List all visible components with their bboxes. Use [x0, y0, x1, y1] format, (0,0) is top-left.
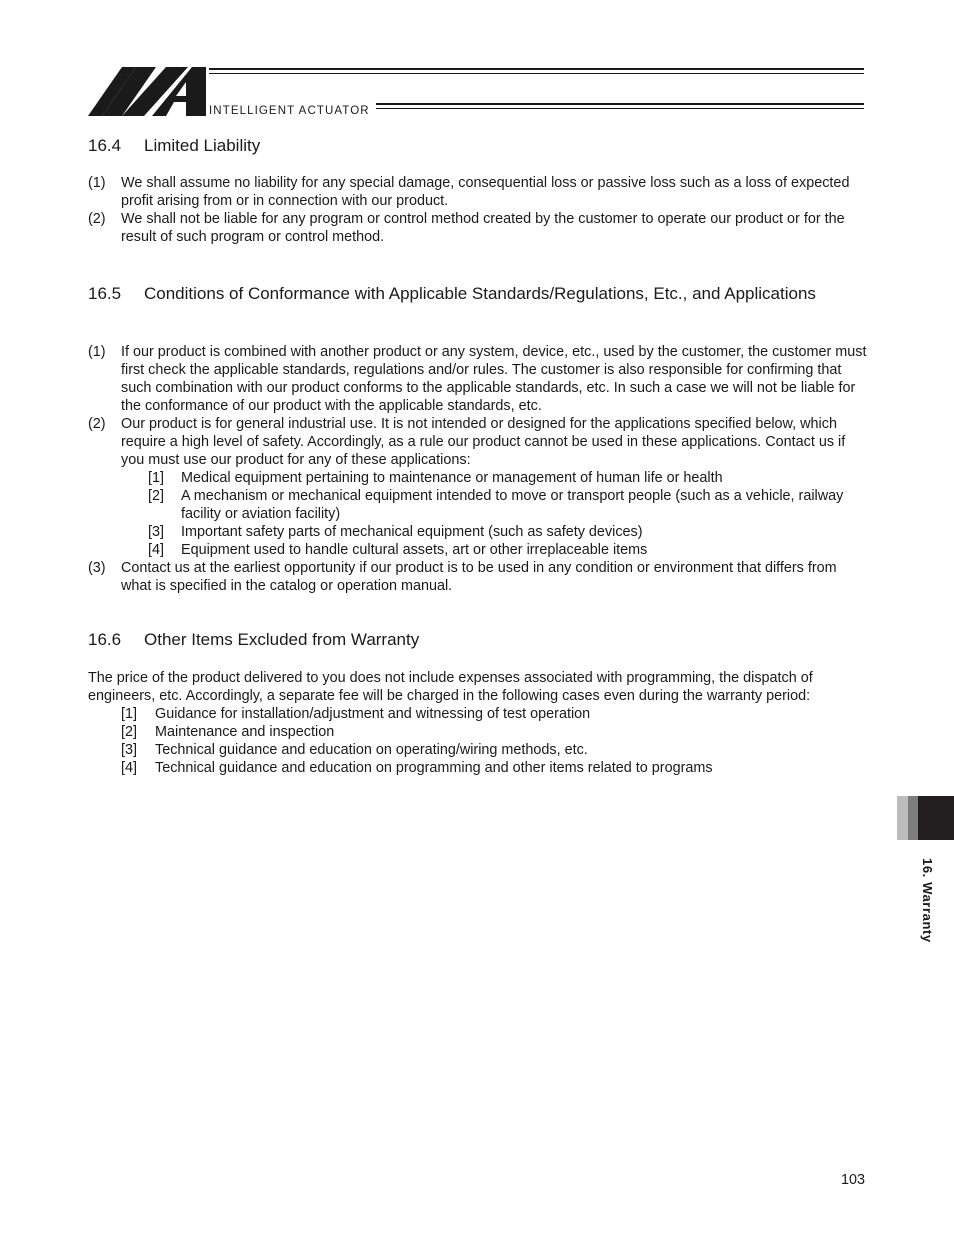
item-marker: (2) — [88, 416, 106, 432]
side-tab-stripe-light — [897, 796, 908, 840]
sub-item-marker: [1] — [121, 706, 137, 722]
section-number: 16.6 — [88, 630, 122, 649]
sub-item-text: Equipment used to handle cultural assets, art or other irreplaceable items — [181, 542, 648, 558]
sub-list-item — [88, 741, 863, 759]
item-text: We shall not be liable for any program or control method created by the customer to operate our product or for the result of such program or control method. — [121, 211, 845, 245]
item-marker: (1) — [88, 344, 106, 360]
sub-list-item — [88, 523, 868, 541]
item-marker: (1) — [88, 175, 106, 191]
sub-list-item — [88, 487, 868, 523]
item-text: If our product is combined with another product or any system, device, etc., used by the customer, the customer must first check the applicable standards, regulations and/or rules. The customer is also responsible for confirming that such combination with our product conforms to the applicable standards, etc. In such a case we will not be liable for the conformance of our product with the applicable standards, etc. — [121, 344, 867, 414]
sub-item-text: Important safety parts of mechanical equipment (such as safety devices) — [181, 524, 643, 540]
sub-item-text: A mechanism or mechanical equipment intended to move or transport people (such as a vehicle, railway facility or aviation facility) — [181, 488, 844, 522]
sub-list-item — [88, 723, 863, 741]
section-title: Limited Liability — [144, 136, 261, 155]
sub-item-text: Technical guidance and education on programming and other items related to programs — [155, 760, 713, 776]
sub-item-marker: [4] — [148, 542, 164, 558]
sub-list-item — [88, 705, 863, 723]
item-text: Contact us at the earliest opportunity if our product is to be used in any condition or environment that differs from what is specified in the catalog or operation manual. — [121, 560, 837, 594]
list-item — [88, 415, 868, 469]
sub-item-marker: [2] — [148, 488, 164, 504]
sub-item-marker: [4] — [121, 760, 137, 776]
item-text: We shall assume no liability for any special damage, consequential loss or passive loss such as a loss of expected profit arising from or in connection with our product. — [121, 175, 850, 209]
section-heading-16-6 — [88, 629, 868, 650]
excluded-items-paragraph: The price of the product delivered to you does not include expenses associated with programming, the dispatch of engineers, etc. Accordingly, a separate fee will be charged in the following cases even during the warranty period: — [88, 670, 813, 704]
side-tab-stripe-mid — [908, 796, 918, 840]
header-rule-bottom-2 — [376, 108, 864, 109]
list-item — [88, 559, 868, 595]
iai-logo-icon — [88, 66, 208, 118]
list-item — [88, 174, 868, 210]
item-marker: (3) — [88, 560, 106, 576]
section-title: Conditions of Conformance with Applicable Standards/Regulations, Etc., and Applications — [144, 284, 816, 303]
list-item — [88, 343, 868, 415]
sub-item-text: Medical equipment pertaining to maintenance or management of human life or health — [181, 470, 723, 486]
page-number: 103 — [840, 1172, 865, 1188]
sub-list-item — [88, 469, 868, 487]
liability-list — [88, 174, 868, 246]
sub-item-marker: [3] — [148, 524, 164, 540]
sub-item-text: Maintenance and inspection — [155, 724, 335, 740]
sub-item-text: Guidance for installation/adjustment and witnessing of test operation — [155, 706, 591, 722]
sub-list-item — [88, 759, 863, 777]
section-number: 16.4 — [88, 136, 122, 155]
sub-item-marker: [3] — [121, 742, 137, 758]
sub-item-marker: [1] — [148, 470, 164, 486]
sub-list-item — [88, 541, 868, 559]
header-rule-top-2 — [209, 73, 864, 74]
item-text: Our product is for general industrial use. It is not intended or designed for the applications specified below, which require a high level of safety. Accordingly, as a rule our product cannot be used in these applications. Contact us if you must use our product for any of these applications: — [121, 416, 846, 468]
brand-name: INTELLIGENT ACTUATOR — [209, 105, 370, 117]
side-tab-block — [918, 796, 954, 840]
side-tab-label: 16. Warranty — [920, 858, 935, 943]
header-rule-bottom-1 — [376, 103, 864, 105]
conformance-list — [88, 343, 868, 595]
item-marker: (2) — [88, 211, 106, 227]
list-item — [88, 210, 868, 246]
excluded-items-block — [88, 669, 863, 777]
section-heading-16-5 — [88, 283, 868, 304]
section-heading-16-4 — [88, 135, 868, 156]
sub-item-text: Technical guidance and education on operating/wiring methods, etc. — [155, 742, 588, 758]
sub-item-marker: [2] — [121, 724, 137, 740]
section-title: Other Items Excluded from Warranty — [144, 630, 420, 649]
section-number: 16.5 — [88, 284, 122, 303]
header-rule-top-1 — [209, 68, 864, 70]
